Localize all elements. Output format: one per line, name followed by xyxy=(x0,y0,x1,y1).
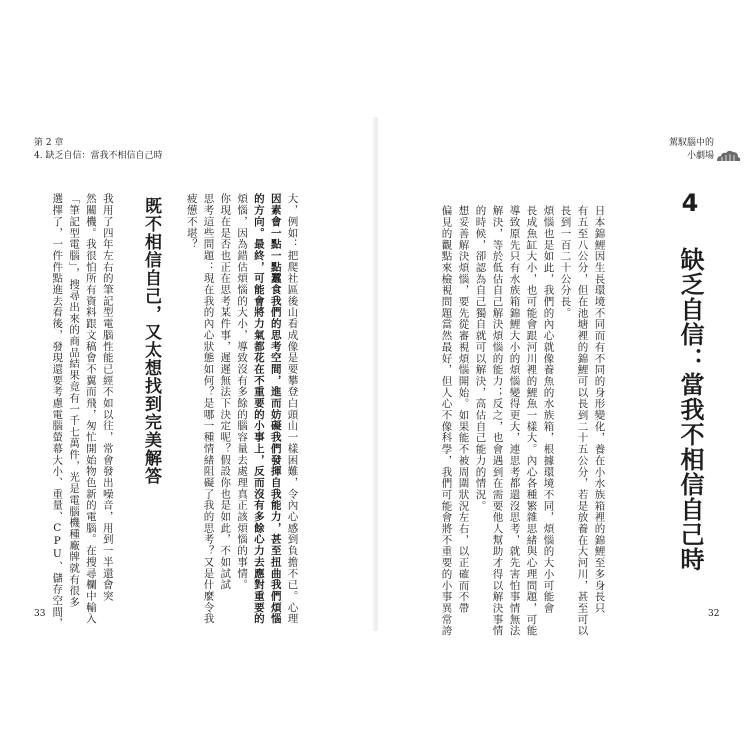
text-column: 你現在是否也正在思考某件事，遲遲無法下決定呢？假設你也是如此，不如試試 xyxy=(219,193,232,591)
text-column: 的時候，卻認為自己獨自就可以解決，高估自己能力的情況。 xyxy=(474,205,487,512)
text-column: 有五至八公分，但在池塘裡的錦鯉可以長到二十五公分，若是放養在大河川，甚至可以 xyxy=(576,205,589,637)
text-column: 想妥善解決煩惱，要先從審視煩惱開始。如果能不被周圍狀況左右，以正確而不帶 xyxy=(457,205,470,614)
running-header-chapter: 第 2 章 xyxy=(34,138,64,148)
chapter-title: 4 缺乏自信：當我不相信自己時 xyxy=(676,189,704,572)
text-column: 煩惱，因為錯估煩惱的大小，導致沒有多餘的腦容量去處理真正該煩惱的事情。 xyxy=(236,193,249,591)
text-column: 大，例如：把爬社區後山看成像是要攀登白頭山一樣困難，令內心感到負擔不已。心理 xyxy=(286,193,299,625)
text-column: 選擇了，一件件點進去看後，發現還要考慮電腦螢幕大小、重量、CPU、儲存空間， xyxy=(51,193,64,629)
text-column: 我用了四年左右的筆記型電腦性能已經不如以往，常會發出噪音，用到一半還會突 xyxy=(101,193,114,602)
left-page xyxy=(12,117,381,631)
text-column: 長成魚缸大小，也可能會跟河川裡的鯉魚一樣大。內心各種繁雜思緒與心理問題，可能 xyxy=(525,205,538,637)
running-header-section: 4. 缺乏自信：當我不相信自己時 xyxy=(34,151,163,161)
text-column: 日本錦鯉因生長環境不同而有不同的身形變化，養在小水族箱裡的錦鯉至多身長只 xyxy=(593,205,606,614)
text-column: 偏見的觀點來檢視問題當然最好，但人心不像科學，我們可能會將不重要的小事異常誇 xyxy=(440,205,453,637)
text-column: 因素會一點一點蠶食我們的思考空間，進而妨礙我們發揮自我能力，甚至扭曲我們煩惱 xyxy=(269,193,282,625)
right-page xyxy=(378,117,747,637)
text-column: 「筆記型電腦」，搜尋出來的商品結果竟有一千七萬件，光是電腦機種廠牌就有很多 xyxy=(68,193,81,608)
text-column: 疲憊不堪？ xyxy=(185,193,198,250)
page-number-right: 32 xyxy=(708,609,720,619)
text-column: 導致原先只有水族箱錦鯉大小的煩惱變得更大，連思考都還沒思考，就先害怕事情無法 xyxy=(508,205,521,637)
text-column: 長到一百二十公分長。 xyxy=(559,205,572,319)
text-column: 解決，等於低估自己解決煩惱的能力；反之，也會遇到在需要他人幫助才得以解決事情 xyxy=(491,205,504,637)
text-column: 的方向。最終，可能會將力氣都花在不重要的小事上，反而沒有多餘心力去應對重要的 xyxy=(252,193,265,625)
cloud-icon xyxy=(715,149,741,162)
running-header-book-title: 駕馭腦中的 xyxy=(668,138,714,148)
running-header-book-subtitle: 小劇場 xyxy=(686,151,714,161)
text-column: 煩惱也是如此，我們的內心就像養魚的水族箱，根據環境不同，煩惱的大小可能會 xyxy=(542,205,555,614)
page-number-left: 33 xyxy=(34,609,46,619)
text-column: 然關機。我很怕所有資料跟文稿會不翼而飛，匆忙開始物色新的電腦。在搜尋欄中輸入 xyxy=(84,193,97,625)
section-subheading: 既不相信自己，又太想找到完美解答 xyxy=(141,197,161,485)
text-column: 思考這些問題：現在我的內心狀態如何？是哪一種情緒阻礙了我的思考？又是什麼令我 xyxy=(202,193,215,625)
